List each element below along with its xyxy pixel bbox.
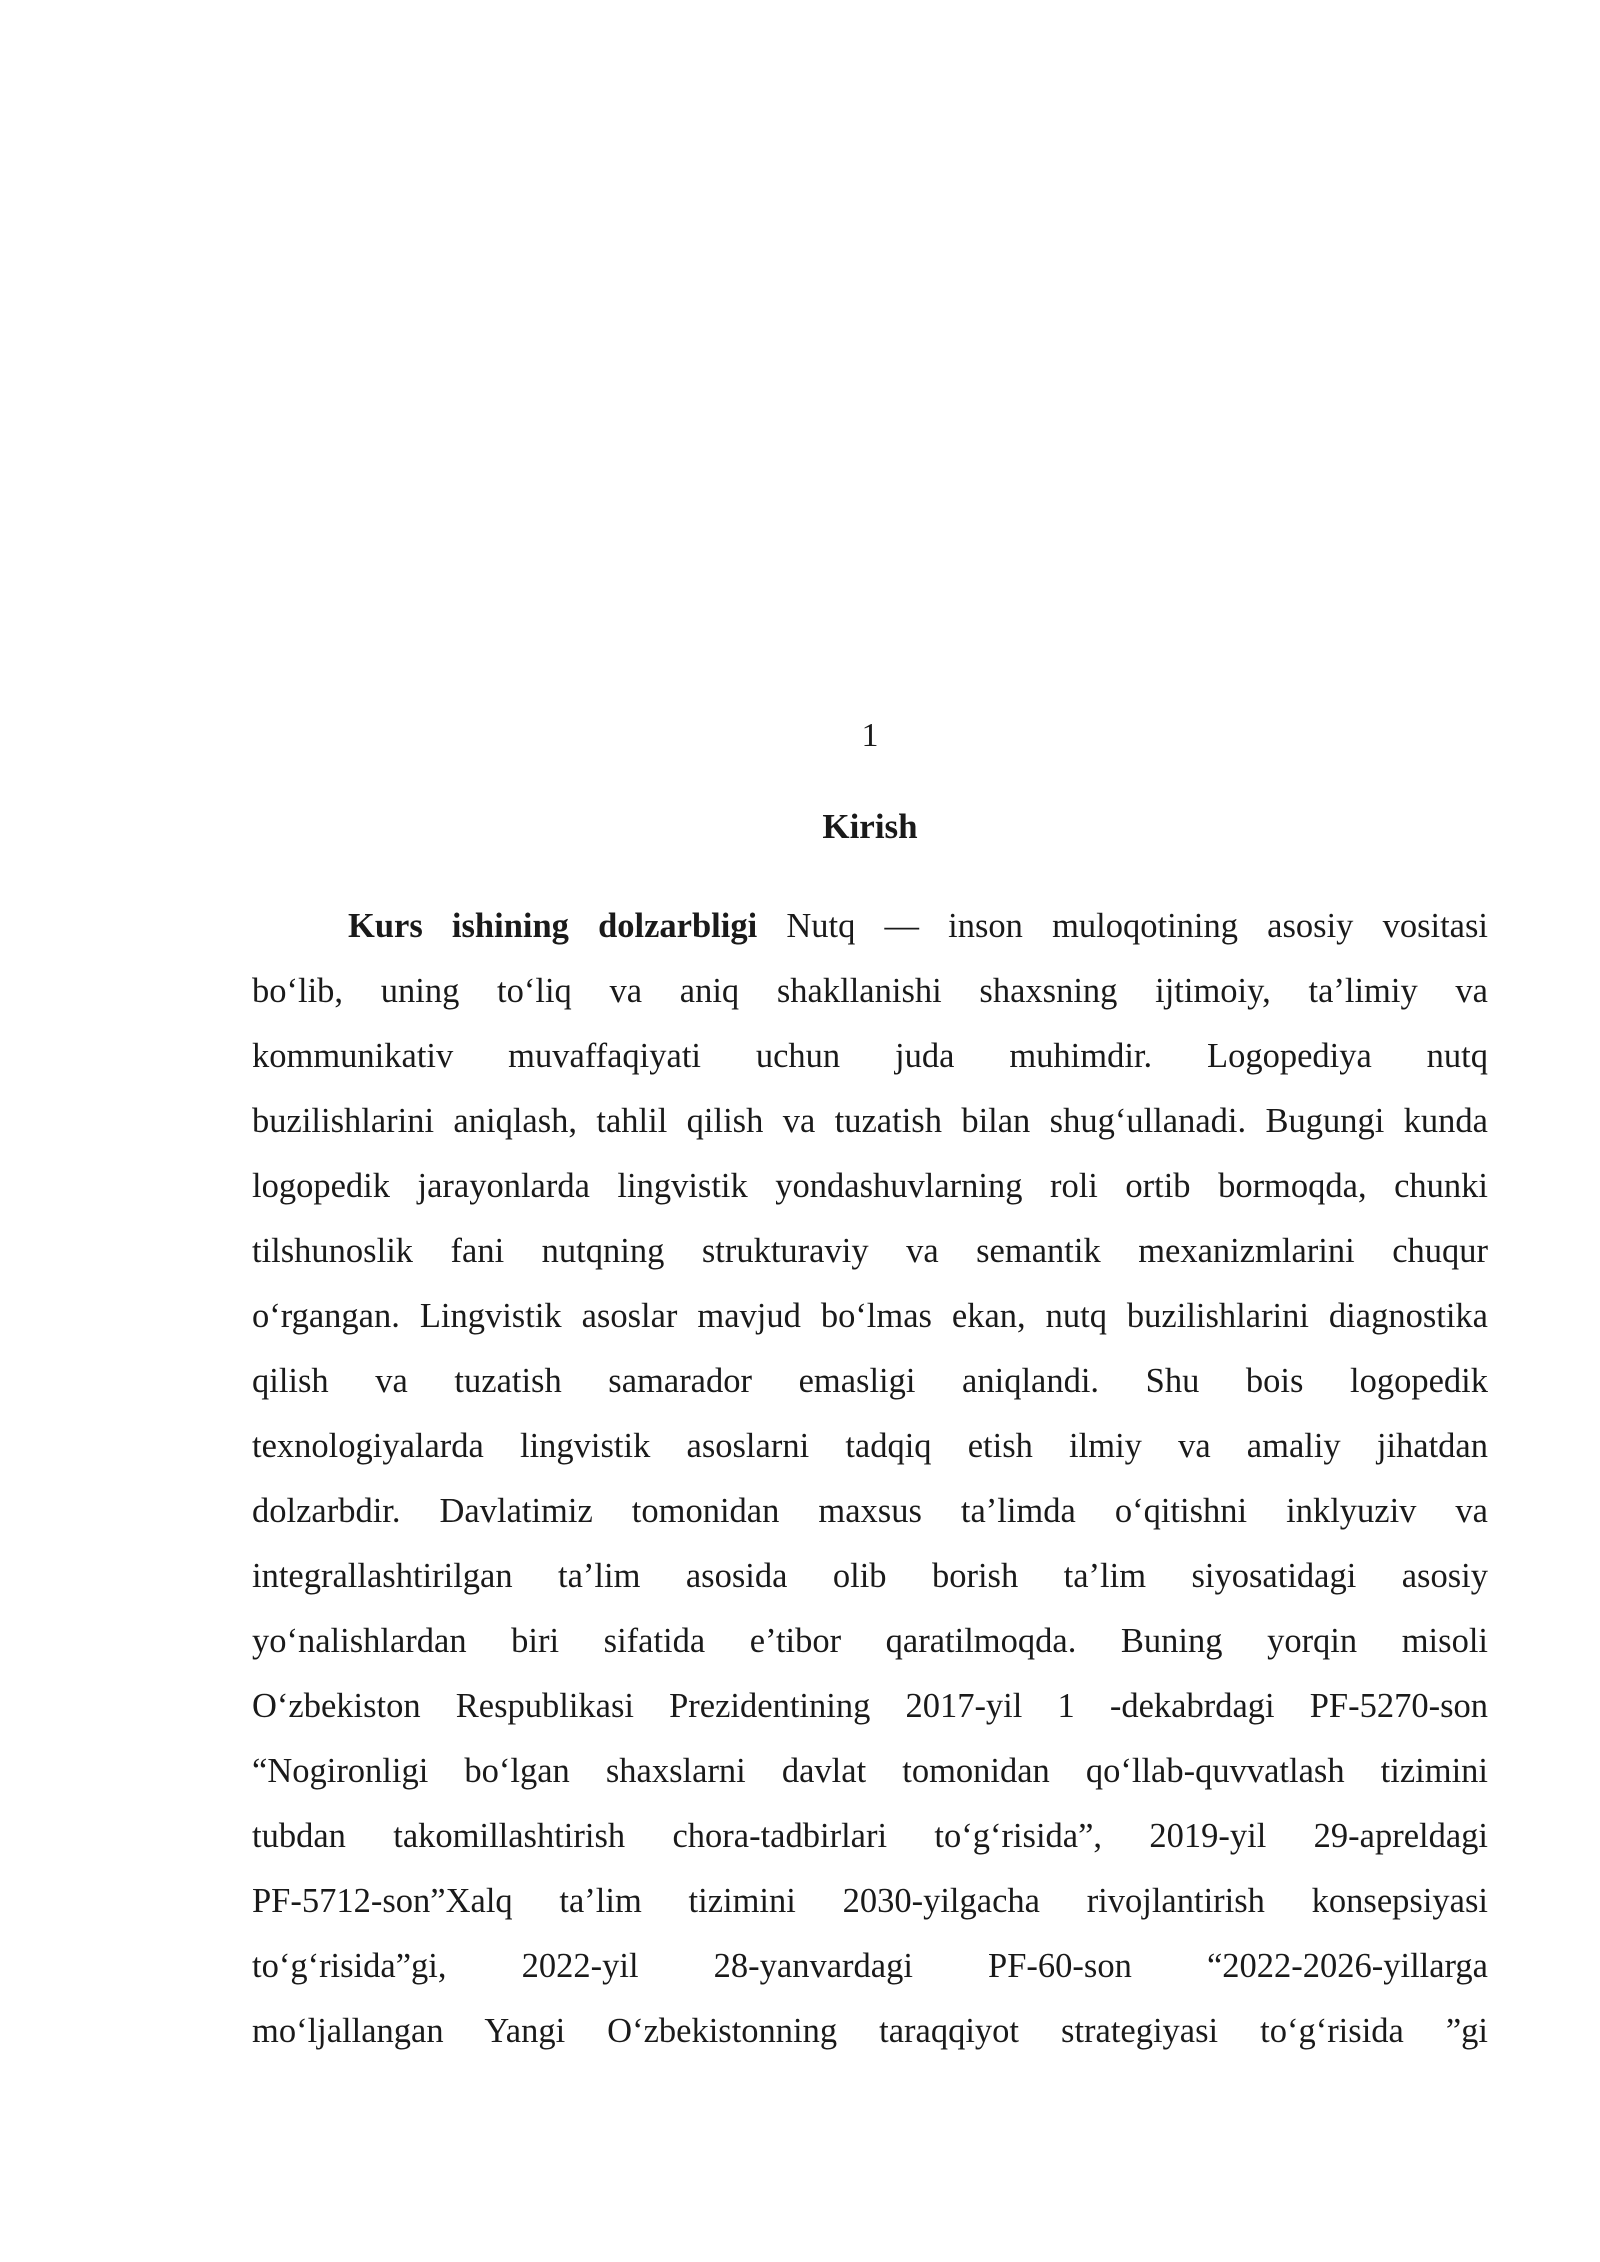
paragraph-line: qilish va tuzatish samarador emasligi aniqlandi. Shu bois logopedik [252, 1362, 1488, 1400]
paragraph-line: o‘rgangan. Lingvistik asoslar mavjud bo‘lmas ekan, nutq buzilishlarini diagnostika [252, 1297, 1488, 1335]
paragraph-line: buzilishlarini aniqlash, tahlil qilish va tuzatish bilan shug‘ullanadi. Bugungi kunda [252, 1102, 1488, 1140]
paragraph-lead: Kurs ishining dolzarbligi [348, 907, 758, 945]
paragraph-line: logopedik jarayonlarda lingvistik yondashuvlarning roli ortib bormoqda, chunki [252, 1167, 1488, 1205]
paragraph-line: texnologiyalarda lingvistik asoslarni tadqiq etish ilmiy va amaliy jihatdan [252, 1427, 1488, 1465]
body-paragraph [252, 894, 1488, 2064]
page-number: 1 [861, 717, 879, 754]
paragraph-line: tubdan takomillashtirish chora-tadbirlari to‘g‘risida”, 2019-yil 29-apreldagi [252, 1817, 1488, 1855]
paragraph-line: yo‘nalishlardan biri sifatida e’tibor qaratilmoqda. Buning yorqin misoli [252, 1622, 1488, 1660]
paragraph-line: dolzarbdir. Davlatimiz tomonidan maxsus ta’limda o‘qitishni inklyuziv va [252, 1492, 1488, 1530]
paragraph-line: integrallashtirilgan ta’lim asosida olib borish ta’lim siyosatidagi asosiy [252, 1557, 1488, 1595]
paragraph-line: kommunikativ muvaffaqiyati uchun juda muhimdir. Logopediya nutq [252, 1037, 1488, 1075]
paragraph-line: mo‘ljallangan Yangi O‘zbekistonning taraqqiyot strategiyasi to‘g‘risida ”gi [252, 2012, 1488, 2050]
paragraph-line [252, 894, 1488, 959]
paragraph-line: “Nogironligi bo‘lgan shaxslarni davlat tomonidan qo‘llab-quvvatlash tizimini [252, 1752, 1488, 1790]
paragraph-line: PF-5712-son”Xalq ta’lim tizimini 2030-yilgacha rivojlantirish konsepsiyasi [252, 1882, 1488, 1920]
paragraph-line: tilshunoslik fani nutqning strukturaviy va semantik mexanizmlarini chuqur [252, 1232, 1488, 1270]
section-heading: Kirish [822, 807, 918, 846]
paragraph-line: O‘zbekiston Respublikasi Prezidentining 2017-yil 1 -dekabrdagi PF-5270-son [252, 1687, 1488, 1725]
paragraph-line-text: Nutq — inson muloqotining asosiy vositasi [786, 907, 1489, 945]
paragraph-line: bo‘lib, uning to‘liq va aniq shakllanishi shaxsning ijtimoiy, ta’limiy va [252, 972, 1488, 1010]
paragraph-line: to‘g‘risida”gi, 2022-yil 28-yanvardagi PF-60-son “2022-2026-yillarga [252, 1947, 1488, 1985]
